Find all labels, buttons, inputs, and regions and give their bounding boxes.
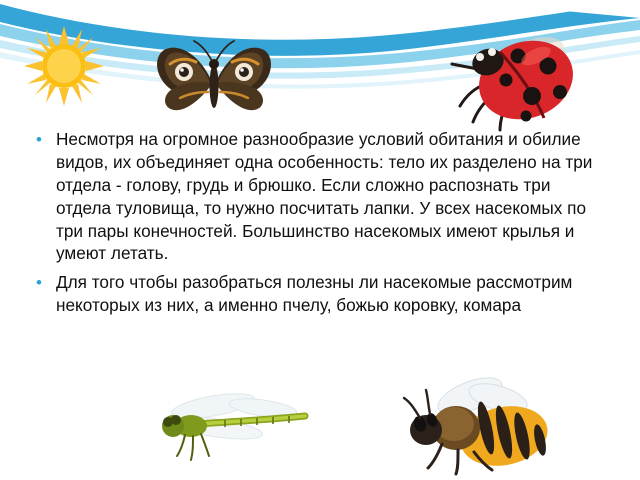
sun-icon xyxy=(24,26,104,106)
list-item xyxy=(28,128,608,265)
bullet-list xyxy=(28,128,608,317)
butterfly-icon xyxy=(150,36,280,131)
list-item xyxy=(28,271,608,317)
bullet-text: Для того чтобы разобраться полезны ли насекомые рассмотрим некоторых из них, а именно пчелу, божью коровку, комара xyxy=(56,272,573,316)
bullet-text: Несмотря на огромное разнообразие условий обитания и обилие видов, их объединяет одна особенность: тело их разделено на три отдела - голову, грудь и брюшко. Если сложно распознать три отдела туловища, то нужно посчитать лапки. У всех насекомых по три пары конечностей. Большинство насекомых имеют крылья и умеют летать. xyxy=(56,129,593,264)
bee-icon xyxy=(400,372,565,480)
slide-text-body xyxy=(28,128,608,323)
bullet-marker: • xyxy=(36,130,42,149)
dragonfly-icon xyxy=(155,378,320,478)
ladybug-icon xyxy=(440,22,590,137)
bullet-marker: • xyxy=(36,273,42,293)
